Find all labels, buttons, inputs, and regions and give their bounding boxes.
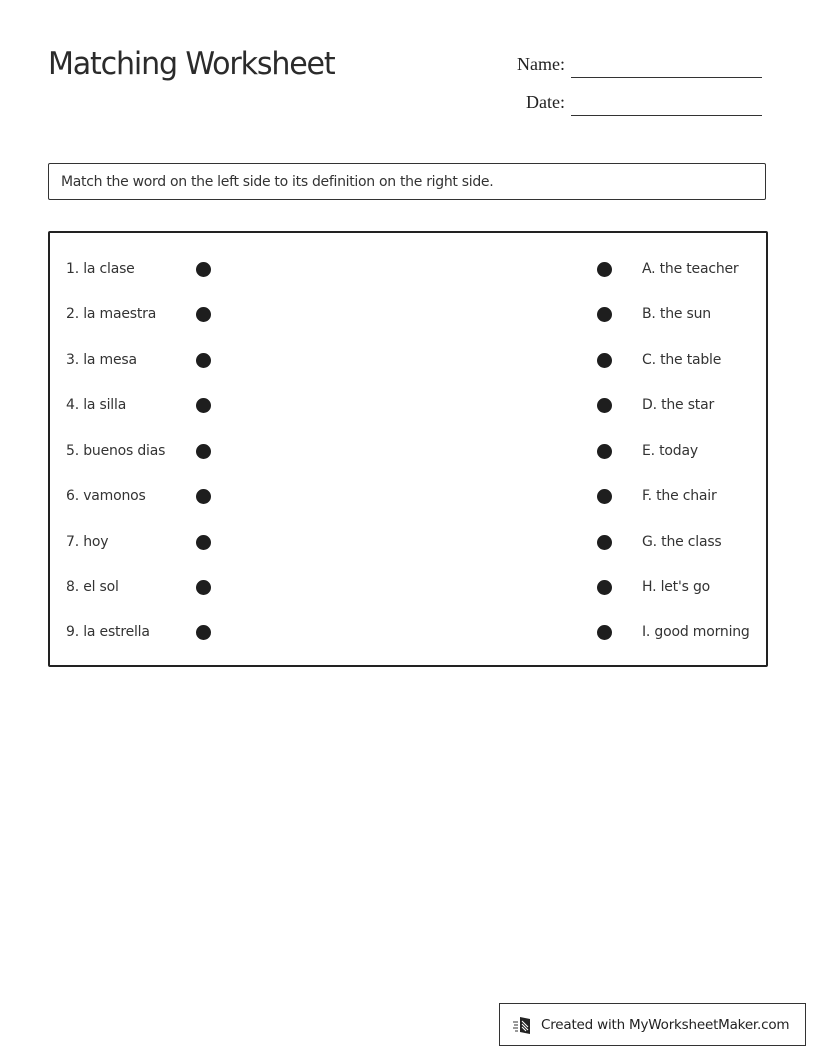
right-dot-icon[interactable] [597, 353, 612, 368]
left-dot-icon[interactable] [196, 535, 211, 550]
right-dot-icon[interactable] [597, 262, 612, 277]
left-dot-icon[interactable] [196, 580, 211, 595]
match-row [50, 304, 766, 324]
instructions-box [48, 163, 766, 200]
left-dot-icon[interactable] [196, 307, 211, 322]
footer-text: Created with MyWorksheetMaker.com [541, 1016, 790, 1033]
date-input-line[interactable] [571, 114, 762, 116]
right-dot-icon[interactable] [597, 444, 612, 459]
match-row [50, 532, 766, 552]
right-dot-icon[interactable] [597, 398, 612, 413]
right-item: I. good morning [642, 624, 750, 640]
date-field[interactable] [505, 93, 762, 111]
right-dot-icon[interactable] [597, 307, 612, 322]
left-dot-icon[interactable] [196, 444, 211, 459]
right-item: E. today [642, 443, 698, 459]
matching-box [48, 231, 768, 667]
left-item: 2. la maestra [66, 306, 157, 322]
name-input-line[interactable] [571, 76, 762, 78]
match-row [50, 395, 766, 415]
date-label: Date: [526, 92, 565, 112]
left-dot-icon[interactable] [196, 489, 211, 504]
match-row [50, 441, 766, 461]
page-title: Matching Worksheet [48, 46, 335, 82]
right-item: H. let's go [642, 579, 711, 595]
left-item: 9. la estrella [66, 624, 150, 640]
left-item: 6. vamonos [66, 488, 146, 504]
left-dot-icon[interactable] [196, 398, 211, 413]
right-item: C. the table [642, 352, 722, 368]
left-dot-icon[interactable] [196, 262, 211, 277]
left-item: 3. la mesa [66, 352, 137, 368]
left-item: 4. la silla [66, 397, 127, 413]
match-row [50, 622, 766, 642]
match-row [50, 486, 766, 506]
instructions-text: Match the word on the left side to its definition on the right side. [61, 173, 494, 190]
name-label: Name: [517, 54, 565, 74]
name-field[interactable] [505, 55, 762, 73]
left-item: 8. el sol [66, 579, 119, 595]
right-item: D. the star [642, 397, 715, 413]
right-dot-icon[interactable] [597, 535, 612, 550]
right-item: G. the class [642, 534, 722, 550]
right-item: F. the chair [642, 488, 717, 504]
right-item: B. the sun [642, 306, 711, 322]
match-row [50, 577, 766, 597]
left-item: 5. buenos dias [66, 443, 166, 459]
right-dot-icon[interactable] [597, 489, 612, 504]
left-dot-icon[interactable] [196, 353, 211, 368]
worksheet-maker-logo-icon [512, 1014, 534, 1036]
left-item: 1. la clase [66, 261, 135, 277]
footer-credit[interactable] [499, 1003, 806, 1046]
left-dot-icon[interactable] [196, 625, 211, 640]
right-dot-icon[interactable] [597, 580, 612, 595]
match-row [50, 259, 766, 279]
match-row [50, 350, 766, 370]
right-dot-icon[interactable] [597, 625, 612, 640]
left-item: 7. hoy [66, 534, 109, 550]
right-item: A. the teacher [642, 261, 739, 277]
